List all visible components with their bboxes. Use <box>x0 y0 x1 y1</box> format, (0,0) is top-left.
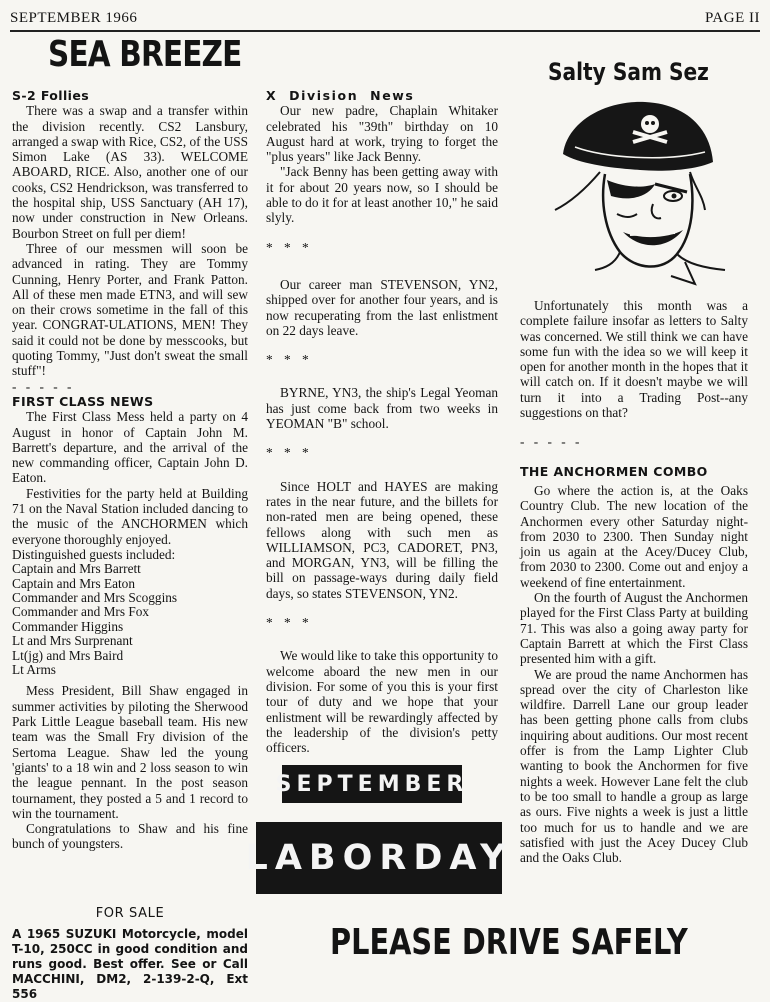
labor-day-word: LABOR <box>245 838 414 878</box>
first-class-paragraph: Congratulations to Shaw and his fine bunch of youngsters. <box>12 821 248 852</box>
labor-day-banner <box>245 822 513 894</box>
x-division-paragraph: "Jack Benny has been getting away with it for about 20 years now, so I should be able to do it for at least another 10," he said slyly. <box>266 164 498 226</box>
anchormen-paragraph: We are proud the name Anchormen has spread over the city of Charleston like wildfire. Darrell Lane our group leader has been getting phone calls from clubs inquiring about auditions. Our most recent offer is from the Lamp Lighter Club wanting to book the Anchormen for five nights a week. However Lane felt the club to be too small to handle a group as large as ours. Five nights a week is just a little too much for us to handle and we are satisfied with just the Acey Ducey Club and the Oaks Club. <box>520 666 748 866</box>
drive-safely-banner: PLEASE DRIVE SAFELY <box>330 922 688 963</box>
guests-label: Distinguished guests included: <box>12 546 176 562</box>
labor-day-word: DAY <box>413 838 513 878</box>
x-division-title: X Division News <box>266 88 415 103</box>
guest-item: Commander and Mrs Scoggins <box>12 590 178 606</box>
middle-column <box>266 88 498 755</box>
salty-sam-paragraph: Unfortunately this month was a complete failure insofar as letters to Salty was concerned. We still think we can have some fun with the idea so we will keep it open for another month in the hopes that it will catch on. If it doesn't maybe we will turn it into a Trading Post--any suggestions on that? <box>520 298 748 421</box>
guest-item: Captain and Mrs Eaton <box>12 575 135 591</box>
star-separator: * * * <box>266 615 313 631</box>
star-separator: * * * <box>266 445 313 461</box>
for-sale-body: A 1965 SUZUKI Motorcycle, model T-10, 250CC in good condition and runs good. Best offer. See or Call MACCHINI, DM2, 2-139-2-Q, Ext 556 <box>12 927 248 1001</box>
guest-item: Lt(jg) and Mrs Baird <box>12 647 124 663</box>
guest-item: Captain and Mrs Barrett <box>12 561 141 577</box>
september-banner: SEPTEMBER <box>282 765 462 803</box>
x-division-paragraph: We would like to take this opportunity to welcome aboard the new men in our division. For some of you this is your first tour of duty and we hope that your enlistment will be rewardingly affected by the leadership of the division's petty officers. <box>266 648 498 756</box>
anchormen-combo-title: THE ANCHORMEN COMBO <box>520 463 708 479</box>
section-divider: - - - - - <box>12 378 75 394</box>
s2-follies-paragraph: There was a swap and a transfer within the division recently. CS2 Lansbury, arranged a swap with Rice, CS2, of the USS Simon Lake (AS 33). WELCOME ABOARD, RICE. Also, another one of our cooks, CS2 Hendrickson, was transferred to the hospital ship, USS Sanctuary (AH 17), now under construction in New Orleans. Bourbon Street on full per diem! <box>12 103 248 241</box>
for-sale-box <box>12 906 248 1002</box>
guest-item: Commander and Mrs Fox <box>12 604 150 620</box>
anchormen-paragraph: On the fourth of August the Anchormen played for the First Class Party at building 71. This was also a going away party for Captain Barrett at which the First Class presented him with a gift. <box>520 590 748 667</box>
page-number: PAGE II <box>704 10 760 26</box>
pirate-icon <box>545 92 730 292</box>
x-division-paragraph: Our career man STEVENSON, YN2, shipped over for another four years, and is now recuperating from the last enlistment on 22 days leave. <box>266 276 498 338</box>
guest-item: Lt Arms <box>12 662 56 678</box>
first-class-paragraph: Mess President, Bill Shaw engaged in summer activities by piloting the Sherwood Park Little League baseball team. His new team was the Small Fry division of the Sertoma League. Shaw led the young 'giants' to a 18 win and 2 loss season to win the league pennant. In the post season tournament, they posted a 5 and 1 record to win the tournament. <box>12 683 248 821</box>
x-division-paragraph: Our new padre, Chaplain Whitaker celebrated his "39th" birthday on 10 August hard at work, trying to forget the "plus years" like Jack Benny. <box>266 103 498 165</box>
star-separator: * * * <box>266 239 313 255</box>
s2-follies-paragraph: Three of our messmen will soon be advanced in rating. They are Tommy Cunning, Henry Porter, and Frank Patton. All of these men made ETN3, and will sew on their crows sometime in the fall of this year. CONGRAT-ULATIONS, MEN! They said it could not be done by messcooks, but quoting Tommy, "Just don't sweat the small stuff"! <box>12 240 248 379</box>
section-divider: - - - - - <box>520 434 583 450</box>
anchormen-paragraph: Go where the action is, at the Oaks Country Club. The new location of the Anchormen every other Saturday night-from 2030 to 2300. Then Sunday night join us again at the Acey/Ducey Club, from 2030 to 2300. Come out and enjoy a weekend of fine entertainment. <box>520 482 748 590</box>
right-column <box>520 298 748 865</box>
first-class-news-title: FIRST CLASS NEWS <box>12 393 154 409</box>
star-separator: * * * <box>266 352 313 368</box>
x-division-paragraph: Since HOLT and HAYES are making rates in the near future, and the billets for non-rated men are being opened, these fellows along with such men as WILLIAMSON, PC3, CADORET, PN3, and MORGAN, YN3, will be filling the bill on passage-ways during daily field days, so states STEVENSON, YN2. <box>266 478 498 601</box>
guest-item: Lt and Mrs Surprenant <box>12 633 133 649</box>
salty-sam-title: Salty Sam Sez <box>548 58 709 86</box>
for-sale-title: FOR SALE <box>95 906 165 921</box>
issue-date: SEPTEMBER 1966 <box>10 10 138 26</box>
page-header <box>10 8 760 32</box>
guest-item: Commander Higgins <box>12 618 124 634</box>
guest-list <box>12 562 248 677</box>
left-column <box>12 88 248 852</box>
s2-follies-title: S-2 Follies <box>12 88 90 103</box>
masthead-title: SEA BREEZE <box>48 34 242 75</box>
first-class-paragraph: The First Class Mess held a party on 4 August in honor of Captain John M. Barrett's departure, and the arrival of the new commanding officer, Captain John D. Eaton. <box>12 409 248 486</box>
first-class-paragraph: Festivities for the party held at Building 71 on the Naval Station included dancing to the music of the ANCHORMEN which everyone thoroughly enjoyed. <box>12 485 248 547</box>
x-division-paragraph: BYRNE, YN3, the ship's Legal Yeoman has just come back from two weeks in YEOMAN "B" school. <box>266 385 498 432</box>
